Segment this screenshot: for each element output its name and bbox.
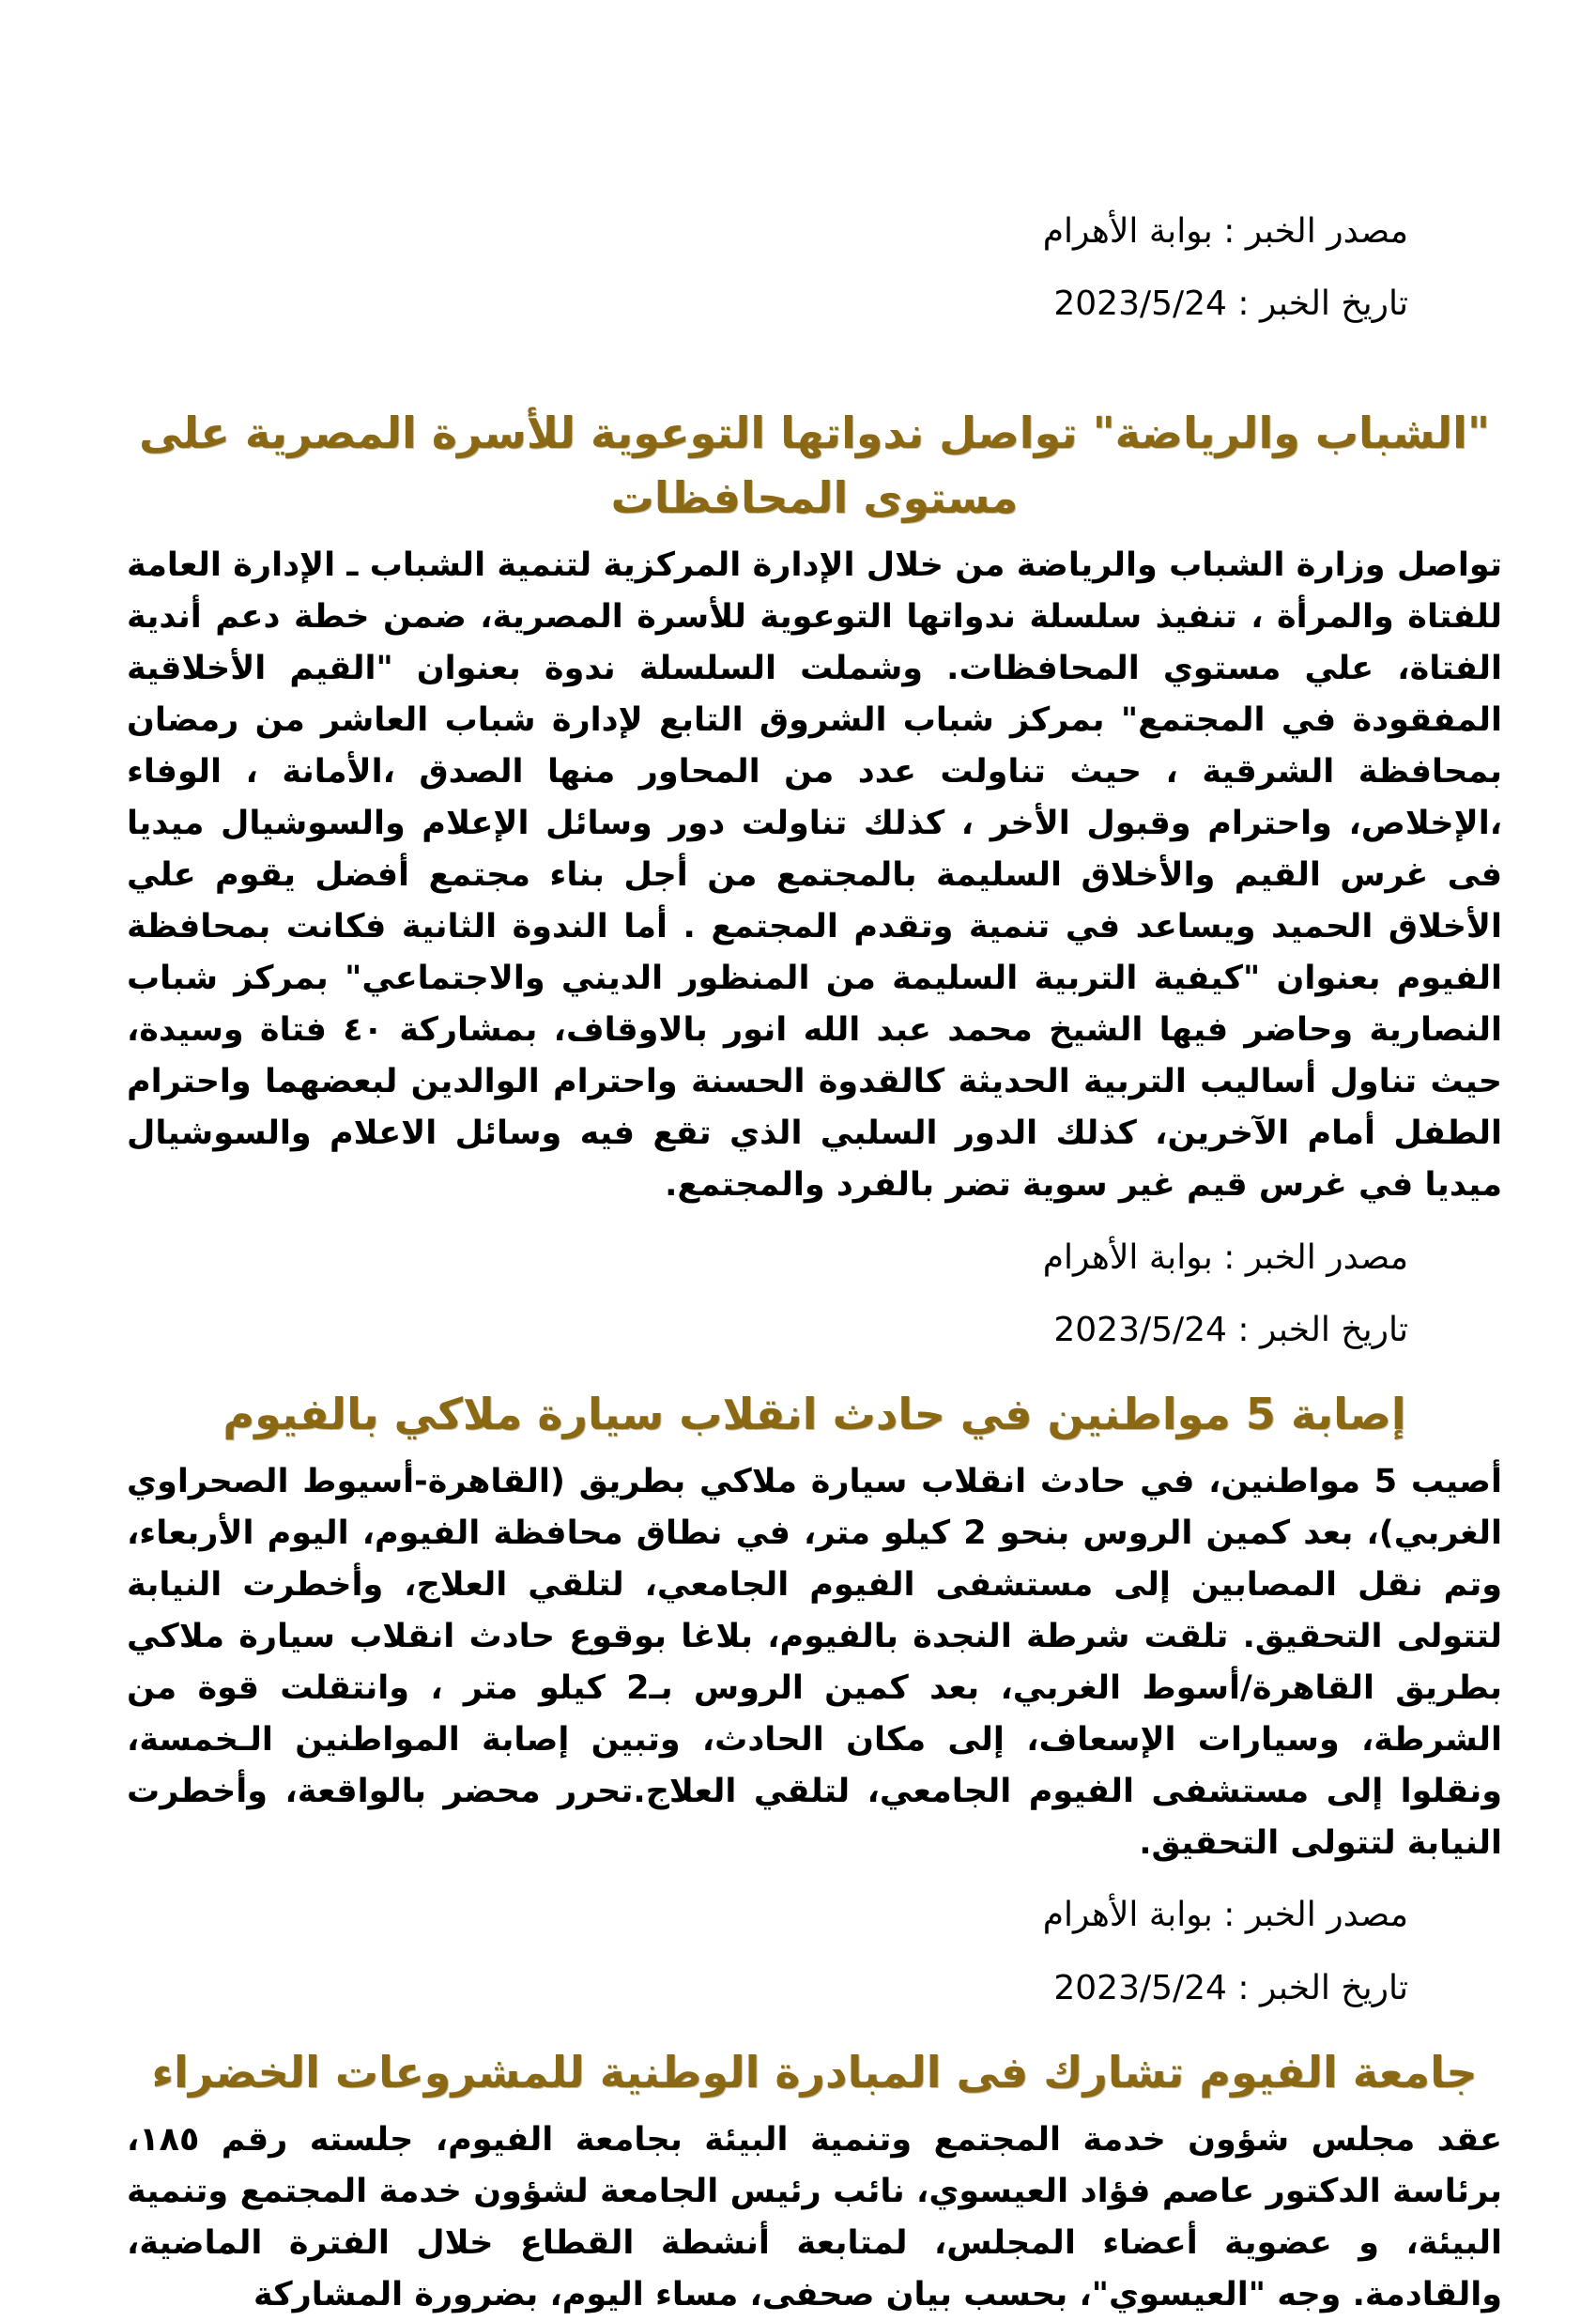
article-meta [127,1895,1408,2007]
article-title: جامعة الفيوم تشارك فى المبادرة الوطنية للمشروعات الخضراء [151,2046,1478,2098]
article [127,1237,1502,1869]
article-body: عقد مجلس شؤون خدمة المجتمع وتنمية البيئة بجامعة الفيوم، جلسته رقم ١٨٥، برئاسة الدكتور عاصم فؤاد العيسوي، نائب رئيس الجامعة لشؤون خدمة المجتمع وتنمية البيئة، و عضوية أعضاء المجلس، لمتابعة أنشطة القطاع خلال الفترة الماضية، والقادمة. وجه "العيسوي"، بحسب بيان صحفى، مساء اليوم، بضرورة المشاركة [127,2120,1502,2313]
news-date-line: تاريخ الخبر : 2023/5/24 [1053,284,1408,324]
article-title: إصابة 5 مواطنين في حادث انقلاب سيارة ملاكي بالفيوم [223,1388,1406,1439]
article-body: تواصل وزارة الشباب والرياضة من خلال الإدارة المركزية لتنمية الشباب ـ الإدارة العامة للفتاة والمرأة ، تنفيذ سلسلة ندواتها التوعوية للأسرة المصرية، ضمن خطة دعم أندية الفتاة، علي مستوي المحافظات. وشملت السلسلة ندوة بعنوان "القيم الأخلاقية المفقودة في المجتمع" بمركز شباب الشروق التابع لإدارة شباب العاشر من رمضان بمحافظة الشرقية ، حيث تناولت عدد من المحاور منها الصدق ،الأمانة ، الوفاء ،الإخلاص، واحترام وقبول الأخر ، كذلك تناولت دور وسائل الإعلام والسوشيال ميديا فى غرس القيم والأخلاق السليمة بالمجتمع من أجل بناء مجتمع أفضل يقوم علي الأخلاق الحميد ويساعد في تنمية وتقدم المجتمع . أما الندوة الثانية فكانت بمحافظة الفيوم بعنوان "كيفية التربية السليمة من المنظور الديني والاجتماعي" بمركز شباب النصارية وحاضر فيها الشيخ محمد عبد الله انور بالاوقاف، بمشاركة ٤٠ فتاة وسيدة، حيث تناول أساليب التربية الحديثة كالقدوة الحسنة واحترام الوالدين لبعضهما واحترام الطفل أمام الآخرين، كذلك الدور السلبي الذي تقع فيه وسائل الاعلام والسوشيال ميديا في غرس قيم غير سوية تضر بالفرد والمجتمع. [127,546,1502,1204]
news-date-line: تاريخ الخبر : 2023/5/24 [1053,1968,1408,2007]
article [127,211,1502,1211]
news-source-line: مصدر الخبر : بوابة الأهرام [1042,1896,1408,1935]
article-title: "الشباب والرياضة" تواصل ندواتها التوعوية للأسرة المصرية على مستوى المحافظات [139,407,1490,524]
article [127,1895,1502,2320]
news-date-line: تاريخ الخبر : 2023/5/24 [1053,1310,1408,1349]
news-source-line: مصدر الخبر : بوابة الأهرام [1042,212,1408,251]
article-meta [127,1237,1408,1350]
article-body: أصيب 5 مواطنين، في حادث انقلاب سيارة ملاكي بطريق (القاهرة-أسيوط الصحراوي الغربي)، بعد كمين الروس بنحو 2 كيلو متر، في نطاق محافظة الفيوم، اليوم الأربعاء، وتم نقل المصابين إلى مستشفى الفيوم الجامعي، لتلقي العلاج، وأخطرت النيابة لتتولى التحقيق. تلقت شرطة النجدة بالفيوم، بلاغا بوقوع حادث انقلاب سيارة ملاكي بطريق القاهرة/أسوط الغربي، بعد كمين الروس بـ2 كيلو متر ، وانتقلت قوة من الشرطة، وسيارات الإسعاف، إلى مكان الحادث، وتبين إصابة المواطنين الـخمسة، ونقلوا إلى مستشفى الفيوم الجامعي، لتلقي العلاج.تحرر محضر بالواقعة، وأخطرت النيابة لتتولى التحقيق. [127,1462,1503,1862]
article-meta [127,211,1408,324]
news-source-line: مصدر الخبر : بوابة الأهرام [1042,1237,1408,1277]
